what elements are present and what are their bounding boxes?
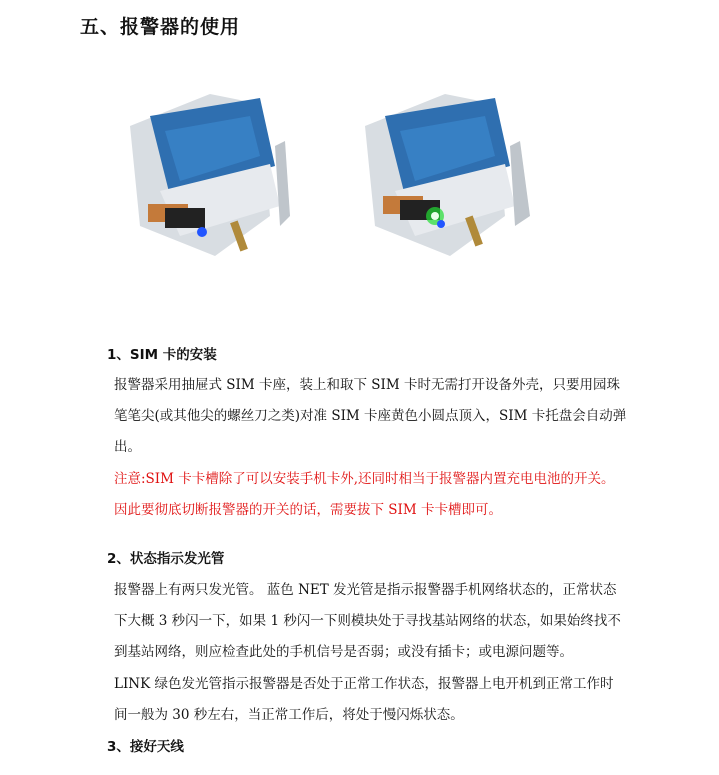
paragraph-line: 出。 [114,439,141,455]
paragraph-line: 下大概 3 秒闪一下，如果 1 秒闪一下则模块处于寻找基站网络的状态，如果始终找不 [114,613,621,629]
paragraph-line: 笔笔尖(或其他尖的螺丝刀之类)对准 SIM 卡座黄色小圆点顶入，SIM 卡托盘会自动弹 [114,408,627,424]
paragraph-line: 到基站网络，则应检查此处的手机信号是否弱；或没有插卡；或电源问题等。 [114,644,573,660]
paragraph-line: 间一般为 30 秒左右，当正常工作后，将处于慢闪烁状态。 [114,707,464,723]
section-heading-antenna: 3、接好天线 [107,739,184,755]
paragraph-line: 报警器采用抽屉式 SIM 卡座，装上和取下 SIM 卡时无需打开设备外壳，只要用园珠 [114,377,620,393]
paragraph-line: 报警器上有两只发光管。 蓝色 NET 发光管是指示报警器手机网络状态的，正常状态 [114,582,617,598]
alarm-device-right [365,94,530,256]
section-heading-led: 2、状态指示发光管 [107,551,225,567]
section-heading-sim: 1、SIM 卡的安装 [107,347,217,363]
product-photo [110,86,590,276]
alarm-device-left [130,94,290,256]
note-line: 因此要彻底切断报警器的开关的话，需要拔下 SIM 卡卡槽即可。 [114,502,502,518]
paragraph-line: LINK 绿色发光管指示报警器是否处于正常工作状态，报警器上电开机到正常工作时 [114,676,614,692]
note-line: 注意:SIM 卡卡槽除了可以安装手机卡外,还同时相当于报警器内置充电电池的开关。 [114,471,615,487]
page-title: 五、报警器的使用 [80,16,241,38]
